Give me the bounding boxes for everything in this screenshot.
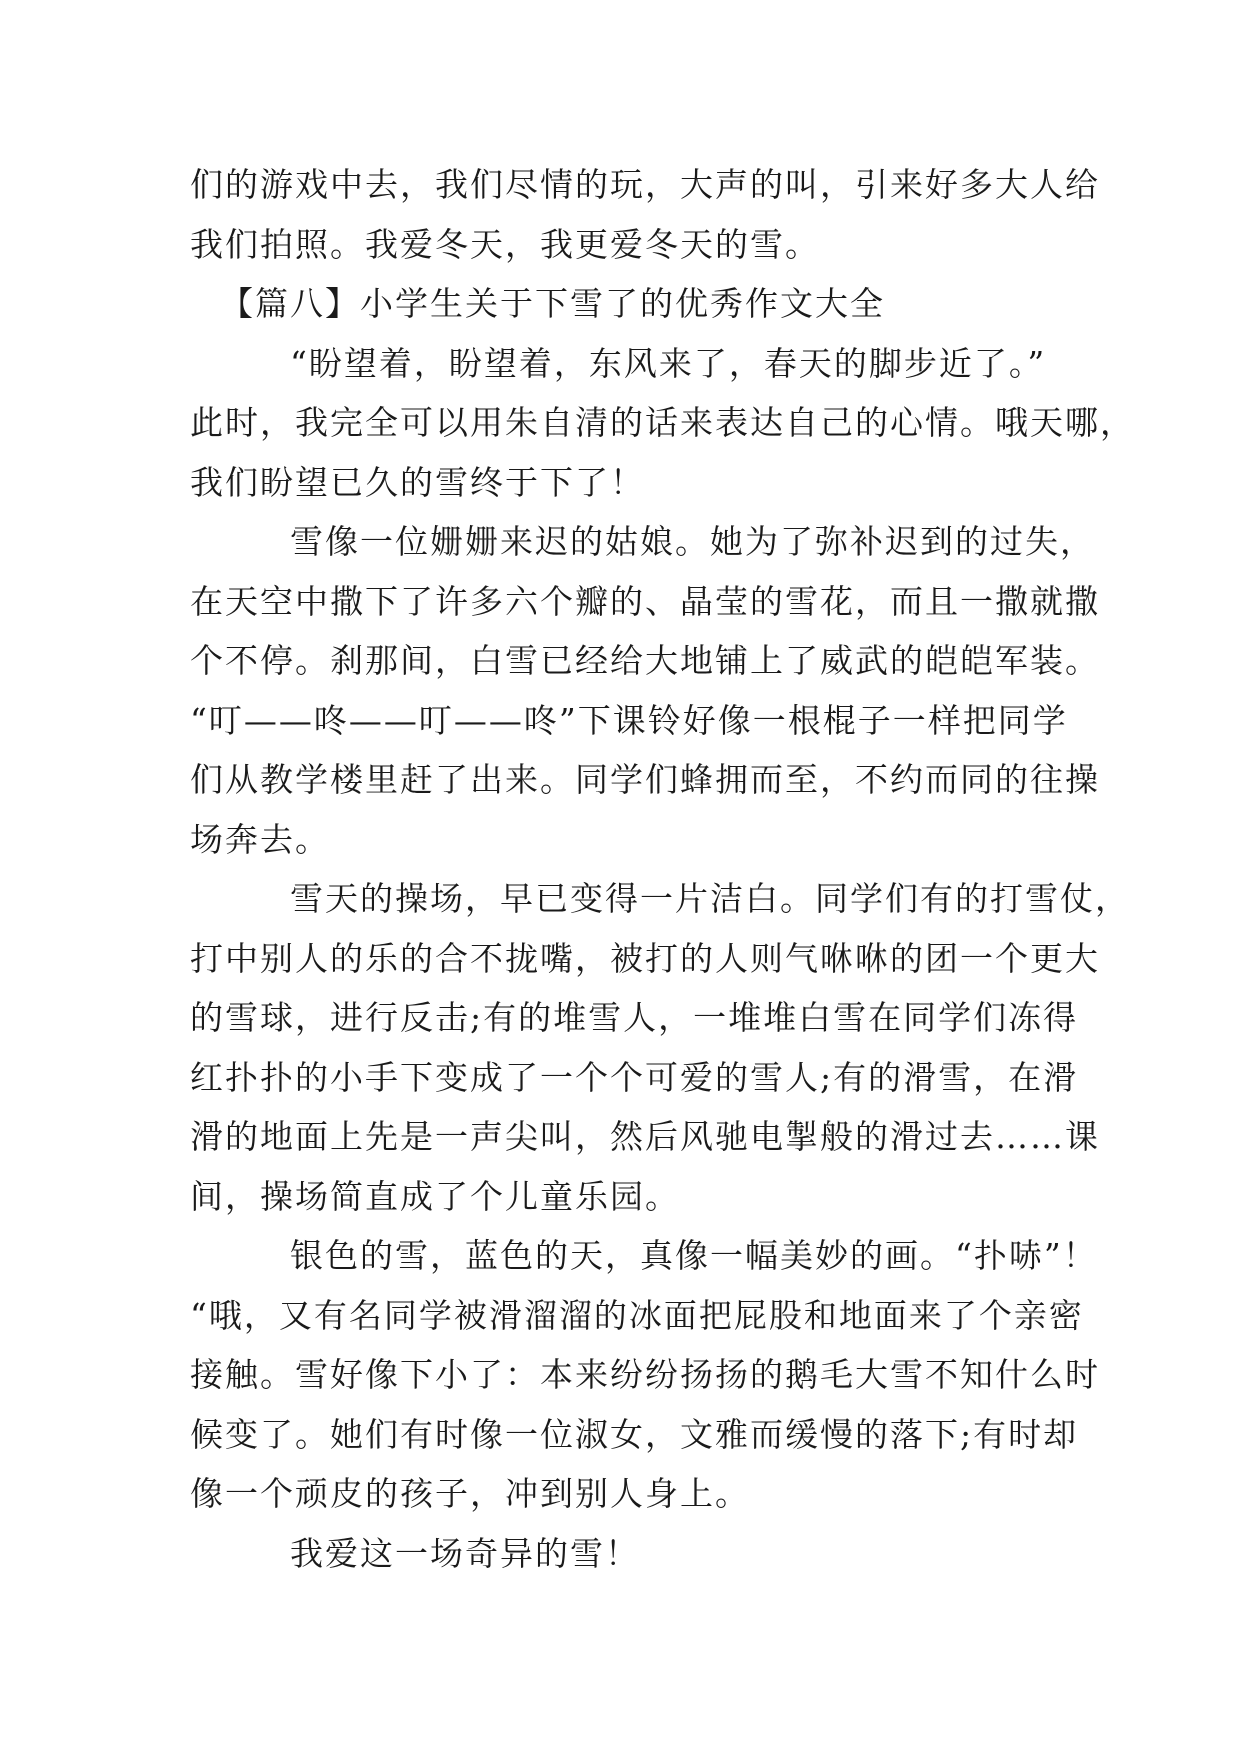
text-line: 的雪球，进行反击;有的堆雪人，一堆堆白雪在同学们冻得 [190,998,1079,1037]
text-line: 我们盼望已久的雪终于下了！ [190,463,645,502]
text-line: 间，操场简直成了个儿童乐园。 [190,1177,680,1216]
paragraph-first-line: 雪像一位姗姗来迟的姑娘。她为了弥补迟到的过失， [290,522,1095,561]
text-line: 们从教学楼里赶了出来。同学们蜂拥而至，不约而同的往操 [190,760,1100,799]
paragraph-first-line: 雪天的操场，早已变得一片洁白。同学们有的打雪仗， [290,879,1130,918]
text-line: 我们拍照。我爱冬天，我更爱冬天的雪。 [190,225,820,264]
text-line: 们的游戏中去，我们尽情的玩，大声的叫，引来好多大人给 [190,165,1100,204]
text-line: “哦，又有名同学被滑溜溜的冰面把屁股和地面来了个亲密 [190,1296,1084,1335]
text-line: “叮——咚——叮——咚”下课铃好像一根棍子一样把同学 [190,701,1068,740]
text-line: 在天空中撒下了许多六个瓣的、晶莹的雪花，而且一撒就撒 [190,582,1100,621]
text-line: 打中别人的乐的合不拢嘴，被打的人则气咻咻的团一个更大 [190,939,1100,978]
text-line: 个不停。刹那间，白雪已经给大地铺上了威武的皑皑军装。 [190,641,1100,680]
paragraph-first-line: 银色的雪，蓝色的天，真像一幅美妙的画。“扑哧”！ [290,1236,1098,1275]
text-line: 场奔去。 [190,820,330,859]
text-line: 候变了。她们有时像一位淑女，文雅而缓慢的落下;有时却 [190,1415,1079,1454]
text-line: 滑的地面上先是一声尖叫，然后风驰电掣般的滑过去……课 [190,1117,1100,1156]
text-line: 像一个顽皮的孩子，冲到别人身上。 [190,1474,750,1513]
paragraph-first-line: 我爱这一场奇异的雪！ [290,1534,640,1573]
text-line: 此时，我完全可以用朱自清的话来表达自己的心情。哦天哪， [190,403,1135,442]
text-line: 红扑扑的小手下变成了一个个可爱的雪人;有的滑雪，在滑 [190,1058,1079,1097]
section-heading: 【篇八】小学生关于下雪了的优秀作文大全 [220,284,885,323]
text-line: 接触。雪好像下小了：本来纷纷扬扬的鹅毛大雪不知什么时 [190,1355,1100,1394]
paragraph-first-line: “盼望着，盼望着，东风来了，春天的脚步近了。” [290,344,1047,383]
